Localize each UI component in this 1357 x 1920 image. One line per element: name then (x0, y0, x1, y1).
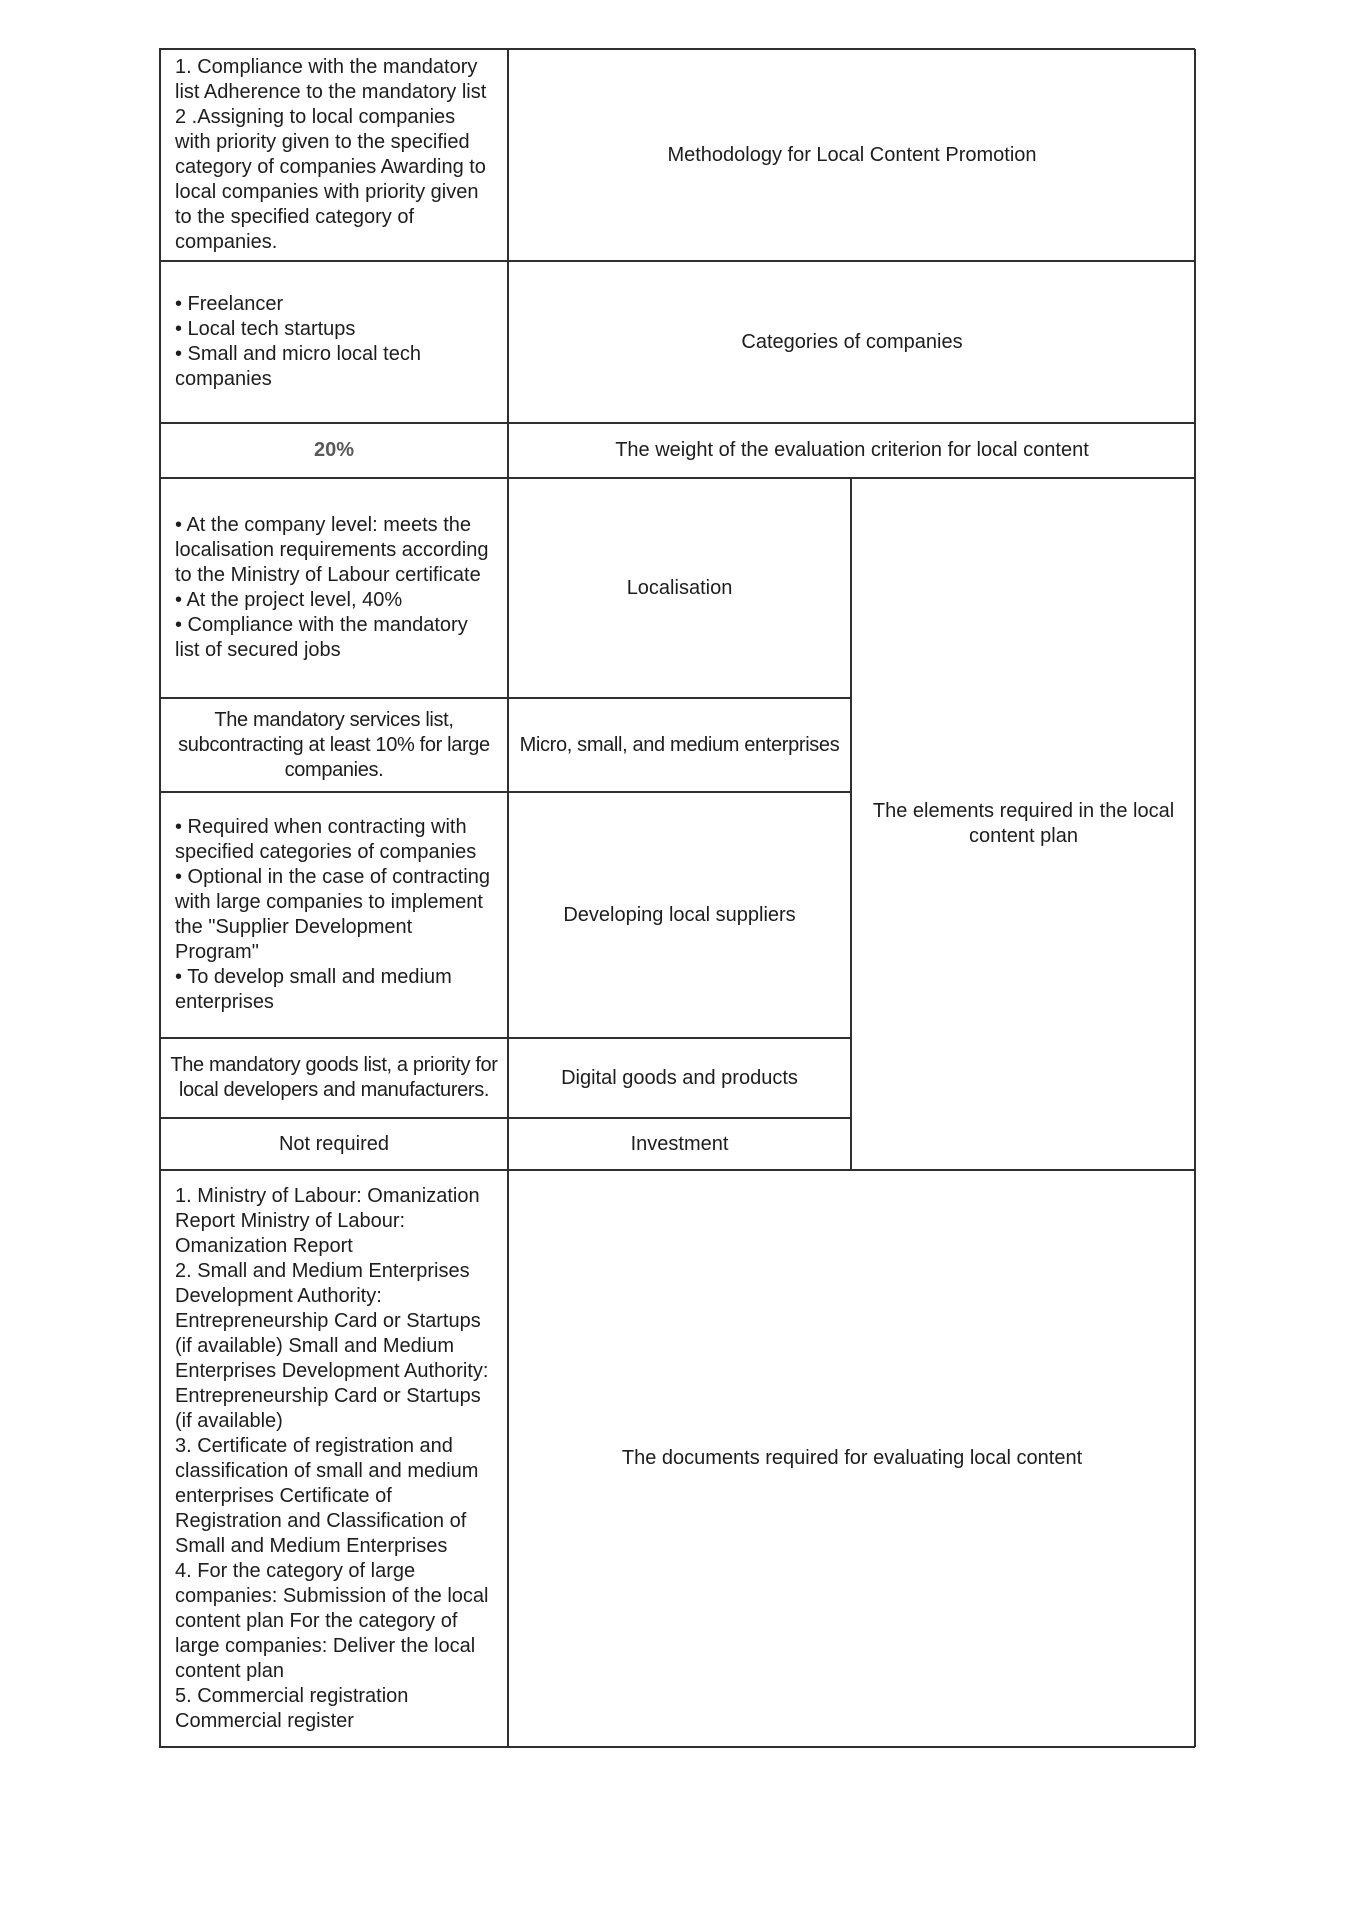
list-item: • Small and micro local tech companies (175, 343, 421, 390)
list-item: The mandatory services list, subcontracting at least 10% for large companies. (178, 708, 490, 781)
weight-label-cell (508, 423, 1196, 478)
list-item: Not required (278, 1132, 390, 1155)
suppliers-label-cell (508, 792, 851, 1038)
investment-label: Investment (630, 1132, 729, 1155)
msme-label-cell (508, 698, 851, 792)
list-item: 5. Commercial registration Commercial register (175, 1684, 409, 1732)
localisation-label: Localisation (626, 576, 733, 599)
local-content-table (159, 48, 1195, 1748)
elements-label: The elements required in the local content plan (872, 800, 1175, 847)
weight-value-cell (160, 423, 508, 478)
list-item: • Optional in the case of contracting with large companies to implement the "Supplier Development Program" (175, 866, 490, 963)
documents-label-cell (508, 1170, 1196, 1747)
list-item: • Required when contracting with specified categories of companies (175, 816, 477, 863)
list-item: • Compliance with the mandatory list of secured jobs (175, 614, 468, 661)
investment-requirement-cell (160, 1118, 508, 1170)
categories-label-cell (508, 261, 1196, 423)
list-item: • To develop small and medium enterprises (175, 966, 452, 1013)
list-item: • At the company level: meets the localisation requirements according to the Ministry of Labour certificate (175, 514, 489, 586)
digital-goods-label: Digital goods and products (561, 1066, 798, 1089)
services-list-cell (160, 698, 508, 792)
list-item: 4. For the category of large companies: Submission of the local content plan For the category of large companies: Deliver the local content plan (175, 1559, 489, 1682)
weight-label: The weight of the evaluation criterion for local content (615, 439, 1089, 461)
list-item: 1. Compliance with the mandatory list Adherence to the mandatory list (175, 56, 487, 103)
digital-goods-label-cell (508, 1038, 851, 1118)
suppliers-details-cell (160, 792, 508, 1038)
methodology-details-cell (160, 49, 508, 261)
list-item: • At the project level, 40% (175, 589, 403, 611)
weight-value: 20% (313, 439, 355, 461)
list-item: 2. Small and Medium Enterprises Development Authority: Entrepreneurship Card or Startups (if available) Small and Medium Enterprises Development Authority: Entrepreneurship Card or Startups (if available) (175, 1259, 489, 1432)
documents-details-cell (160, 1170, 508, 1747)
categories-details-cell (160, 261, 508, 423)
investment-label-cell (508, 1118, 851, 1170)
msme-label: Micro, small, and medium enterprises (519, 733, 840, 756)
categories-label: Categories of companies (741, 330, 963, 353)
documents-label: The documents required for evaluating local content (621, 1447, 1083, 1469)
list-item: • Local tech startups (175, 318, 356, 340)
list-item: 2 .Assigning to local companies with priority given to the specified category of companies Awarding to local companies with priority given to the specified category of companies. (175, 106, 486, 253)
localisation-label-cell (508, 478, 851, 698)
localisation-details-cell (160, 478, 508, 698)
methodology-label-cell (508, 49, 1196, 261)
list-item: 1. Ministry of Labour: Omanization Report Ministry of Labour: Omanization Report (175, 1184, 480, 1257)
list-item: 3. Certificate of registration and classification of small and medium enterprises Certificate of Registration and Classification of Small and Medium Enterprises (175, 1434, 479, 1557)
list-item: • Freelancer (175, 293, 284, 315)
elements-merged-cell (851, 478, 1196, 1170)
list-item: The mandatory goods list, a priority for local developers and manufacturers. (170, 1054, 498, 1101)
goods-list-cell (160, 1038, 508, 1118)
suppliers-label: Developing local suppliers (563, 903, 796, 926)
methodology-label: Methodology for Local Content Promotion (667, 143, 1037, 166)
